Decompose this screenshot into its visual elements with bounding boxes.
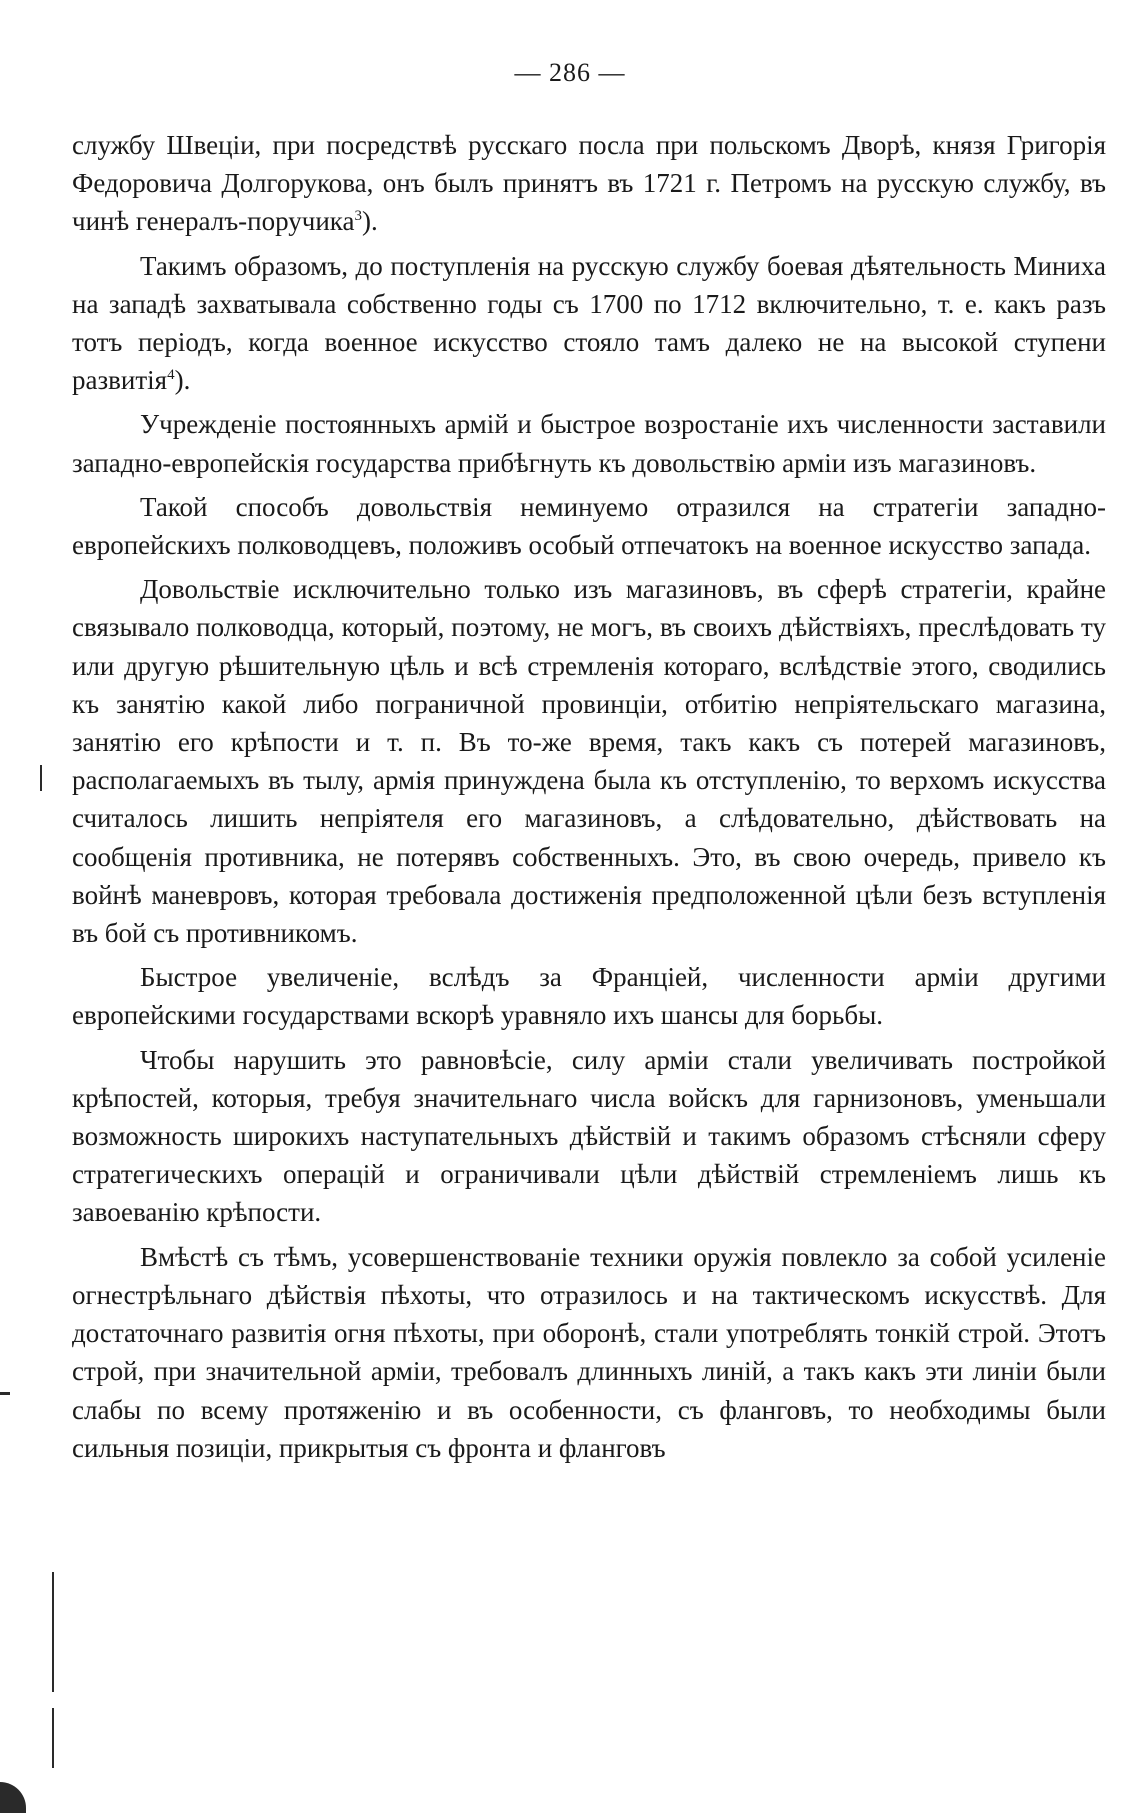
paragraph-3: Учрежденіе постоянныхъ армій и быстрое возростаніе ихъ численности заставили западно-европейскія государства прибѣгнуть къ довольствію арміи изъ магазиновъ. — [72, 409, 1106, 478]
text-body — [72, 126, 1106, 1467]
paragraph-8: Вмѣстѣ съ тѣмъ, усовершенствованіе техники оружія повлекло за собой усиленіе огнестрѣльнаго дѣйствія пѣхоты, что отразилось и на тактическомъ искусствѣ. Для достаточнаго развитія огня пѣхоты, при оборонѣ, стали употреблять тонкій строй. Этотъ строй, при значительной арміи, требовалъ длинныхъ линій, а такъ какъ эти линіи были слабы по всему протяженію и въ особенности, съ фланговъ, то необходимы были сильныя позиціи, прикрытыя съ фронта и фланговъ — [72, 1241, 1106, 1463]
paragraph-1-text: службу Швеціи, при посредствѣ русскаго посла при польскомъ Дворѣ, князя Григорія Федоровича Долгорукова, онъ былъ принятъ въ 1721 г. Петромъ на русскую службу, въ чинѣ генералъ-поручика — [72, 130, 1106, 237]
footnote-ref-3: 3 — [354, 208, 362, 225]
corner-shadow-mark — [0, 1782, 26, 1813]
paragraph-7: Чтобы нарушить это равновѣсіе, силу арміи стали увеличивать постройкой крѣпостей, которыя, требуя значительнаго числа войскъ для гарнизоновъ, уменьшали возможность широкихъ наступательныхъ дѣйствій и такимъ образомъ стѣсняли сферу стратегическихъ операцій и ограничивали цѣли дѣйствій стремленіемъ лишь къ завоеванію крѣпости. — [72, 1044, 1106, 1228]
paragraph-2 — [72, 247, 1106, 400]
margin-edge-mark — [0, 1392, 10, 1395]
margin-dash-mark — [52, 1708, 54, 1768]
footnote-ref-4: 4 — [167, 367, 175, 384]
paragraph-2-tail: ). — [174, 365, 191, 396]
paragraph-2-text: Такимъ образомъ, до поступленія на русскую службу боевая дѣятельность Миниха на западѣ захватывала собственно годы съ 1700 по 1712 включительно, т. е. какъ разъ тотъ періодъ, когда военное искусство стояло тамъ далеко не на высокой ступени развитія — [72, 250, 1106, 396]
paragraph-1 — [72, 126, 1106, 241]
paragraph-5: Довольствіе исключительно только изъ магазиновъ, въ сферѣ стратегіи, крайне связывало полководца, который, поэтому, не могъ, въ своихъ дѣйствіяхъ, преслѣдовать ту или другую рѣшительную цѣль и всѣ стремленія котораго, вслѣдствіе этого, сводились къ занятію какой либо пограничной провинціи, отбитію непріятельскаго магазина, занятію его крѣпости и т. п. Въ то-же время, такъ какъ съ потерей магазиновъ, располагаемыхъ въ тылу, армія принуждена была къ отступленію, то верхомъ искусства считалось лишить непріятеля его магазиновъ, а слѣдовательно, дѣйствовать на сообщенія противника, не потерявъ собственныхъ. Это, въ свою очередь, привело къ войнѣ маневровъ, которая требовала достиженія предположенной цѣли безъ вступленія въ бой съ противникомъ. — [72, 574, 1106, 949]
paragraph-1-tail: ). — [362, 206, 378, 237]
margin-tick-mark — [40, 765, 42, 791]
paragraph-4: Такой способъ довольствія неминуемо отразился на стратегіи западно-европейскихъ полководцевъ, положивъ особый отпечатокъ на военное искусство запада. — [72, 491, 1106, 561]
paragraph-6: Быстрое увеличеніе, вслѣдъ за Франціей, численности арміи другими европейскими государствами вскорѣ уравняло ихъ шансы для борьбы. — [72, 962, 1106, 1031]
margin-bracket-mark — [52, 1572, 54, 1692]
page-number: — 286 — — [514, 58, 626, 87]
